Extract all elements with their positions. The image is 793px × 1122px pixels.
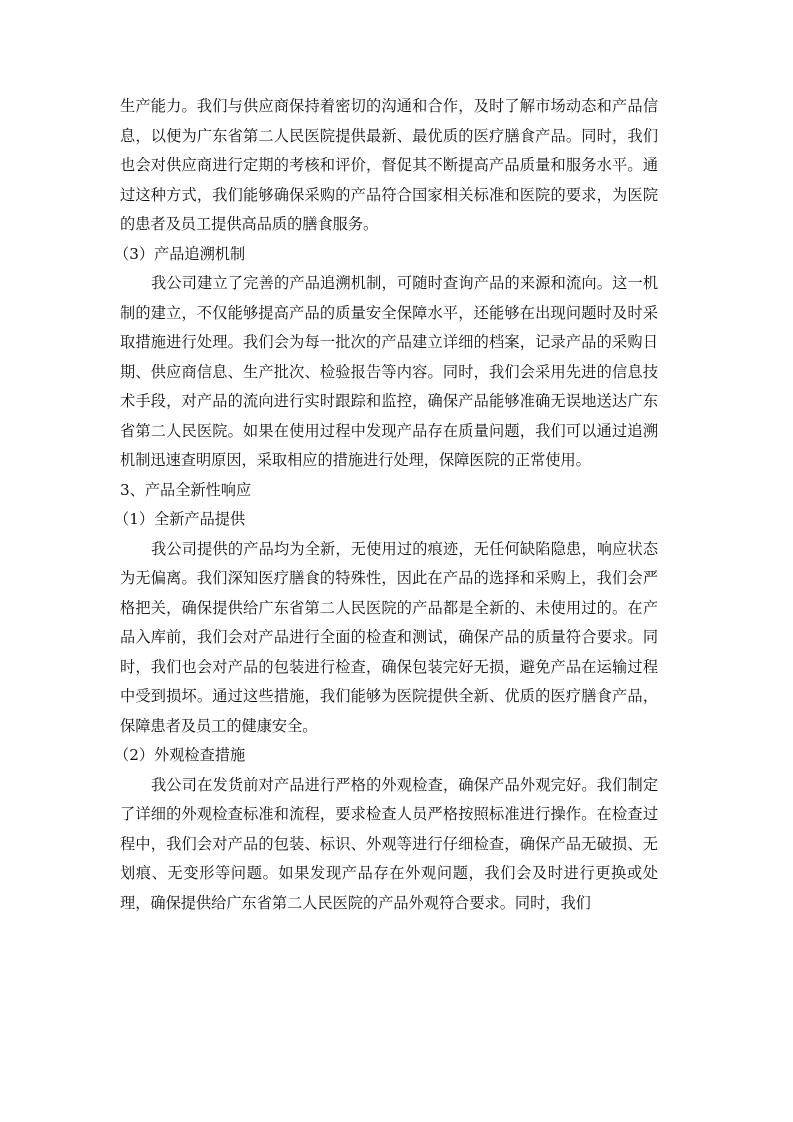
paragraph-new-products: 我公司提供的产品均为全新，无使用过的痕迹，无任何缺陷隐患，响应状态为无偏离。我们深知医疗膳食的特殊性，因此在产品的选择和采购上，我们会严格把关，确保提供给广东省第二人民医院的产品都是全新的、未使用过的。在产品入库前，我们会对产品进行全面的检查和测试，确保产品的质量符合要求。同时，我们也会对产品的包装进行检查，确保包装完好无损，避免产品在运输过程中受到损坏。通过这些措施，我们能够为医院提供全新、优质的医疗膳食产品，保障患者及员工的健康安全。: [120, 539, 658, 735]
document-body: [114, 92, 658, 918]
subheading-new-products: （1）全新产品提供: [114, 510, 246, 528]
subheading-appearance-check: （2）外观检查措施: [114, 746, 246, 764]
paragraph-traceability: 我公司建立了完善的产品追溯机制，可随时查询产品的来源和流向。这一机制的建立，不仅能够提高产品的质量安全保障水平，还能够在出现问题时及时采取措施进行处理。我们会为每一批次的产品建立详细的档案，记录产品的采购日期、供应商信息、生产批次、检验报告等内容。同时，我们会采用先进的信息技术手段，对产品的流向进行实时跟踪和监控，确保产品能够准确无误地送达广东省第二人民医院。如果在使用过程中发现产品存在质量问题，我们可以通过追溯机制迅速查明原因，采取相应的措施进行处理，保障医院的正常使用。: [120, 274, 658, 469]
section-heading-newness: 3、产品全新性响应: [120, 480, 252, 499]
paragraph-appearance-check: 我公司在发货前对产品进行严格的外观检查，确保产品外观完好。我们制定了详细的外观检查标准和流程，要求检查人员严格按照标准进行操作。在检查过程中，我们会对产品的包装、标识、外观等进行仔细检查，确保产品无破损、无划痕、无变形等问题。如果发现产品存在外观问题，我们会及时进行更换或处理，确保提供给广东省第二人民医院的产品外观符合要求。同时，我们: [120, 775, 658, 912]
subheading-traceability: （3）产品追溯机制: [114, 244, 246, 263]
paragraph-supplier-cooperation: 生产能力。我们与供应商保持着密切的沟通和合作，及时了解市场动态和产品信息，以便为广东省第二人民医院提供最新、最优质的医疗膳食产品。同时，我们也会对供应商进行定期的考核和评价，督促其不断提高产品质量和服务水平。通过这种方式，我们能够确保采购的产品符合国家相关标准和医院的要求，为医院的患者及员工提供高品质的膳食服务。: [120, 97, 658, 233]
